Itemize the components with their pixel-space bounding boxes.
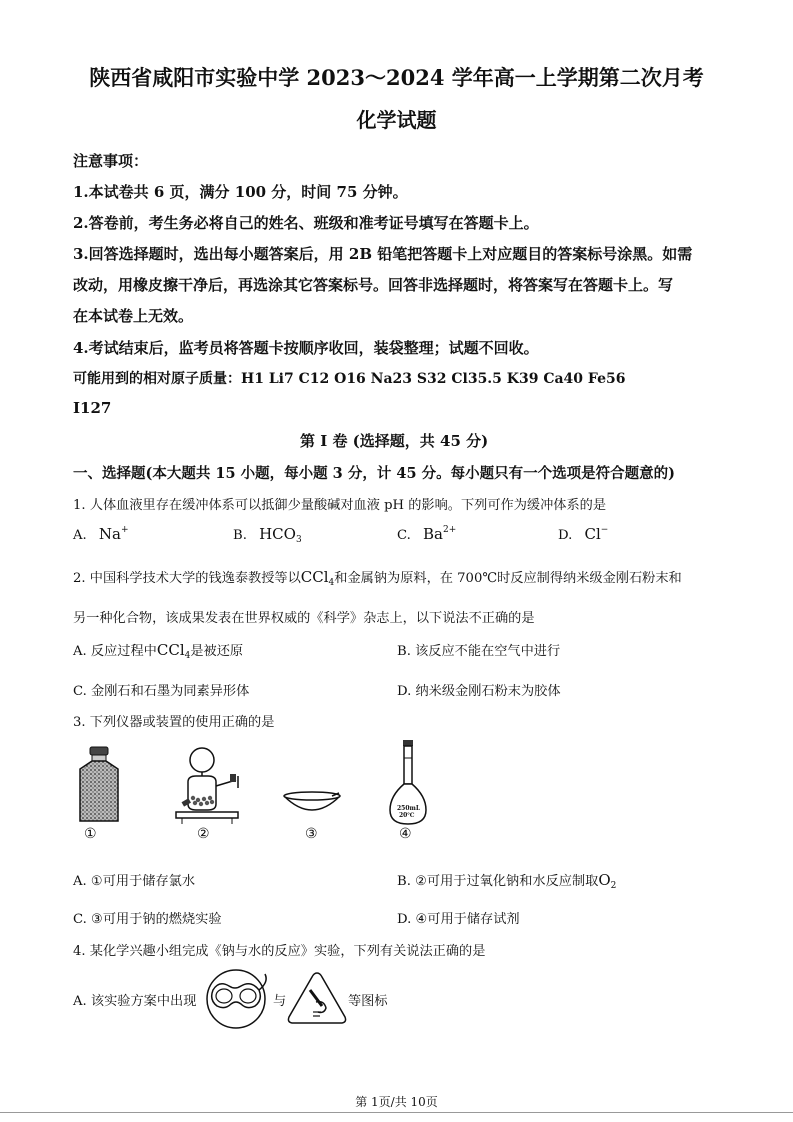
q1-c-formula: Ba xyxy=(423,525,443,543)
footer-divider xyxy=(0,1112,793,1113)
q3-option-d[interactable]: D. ④可用于储存试剂 xyxy=(397,912,520,927)
q4-connector-text: 与 xyxy=(273,994,287,1009)
atomic-mass-line-2: I127 xyxy=(73,399,112,417)
notice-heading: 注意事项： xyxy=(73,152,149,170)
q3-option-a[interactable]: A. ①可用于储存氯水 xyxy=(73,874,196,889)
q1-d-formula: Cl xyxy=(584,525,601,543)
figure-label-3: ③ xyxy=(305,826,318,842)
q2-option-c[interactable]: C. 金刚石和石墨为同素异形体 xyxy=(73,684,250,699)
notice-item-1: 1.本试卷共 6 页，满分 100 分，时间 75 分钟。 xyxy=(73,183,408,201)
page-number: 第 1页/共 10页 xyxy=(355,1095,438,1109)
q4-option-a-text[interactable]: A. 该实验方案中出现 xyxy=(73,994,197,1009)
notice-item-2: 2.答卷前，考生务必将自己的姓名、班级和准考证号填写在答题卡上。 xyxy=(73,214,539,232)
section-title: 第 I 卷 (选择题，共 45 分) xyxy=(300,432,489,450)
q1-option-a[interactable]: A. Na+ xyxy=(73,525,129,543)
q3-b-formula: O xyxy=(598,871,611,889)
q2-option-b[interactable]: B. 该反应不能在空气中进行 xyxy=(397,644,561,659)
page-title: 陕西省咸阳市实验中学 2023～2024 学年高一上学期第二次月考 xyxy=(89,65,704,90)
figure-label-4: ④ xyxy=(399,826,412,842)
q2-option-d[interactable]: D. 纳米级金刚石粉末为胶体 xyxy=(397,684,561,699)
q4-stem: 4. 某化学兴趣小组完成《钠与水的反应》实验，下列有关说法正确的是 xyxy=(73,944,486,959)
section-instruction: 一、选择题(本大题共 15 小题，每小题 3 分，计 45 分。每小题只有一个选项是符合题意的) xyxy=(73,465,675,482)
notice-item-4: 4.考试结束后，监考员将答题卡按顺序收回，装袋整理；试题不回收。 xyxy=(73,339,539,357)
q3-option-c[interactable]: C. ③可用于钠的燃烧实验 xyxy=(73,912,222,927)
q2-stem: 2. 中国科学技术大学的钱逸泰教授等以CCl$_4$和金属钠为原料，在 700℃时反应制得纳米级金刚石粉末和 xyxy=(73,568,682,588)
page-subtitle: 化学试题 xyxy=(356,108,437,132)
reagent-bottle-figure xyxy=(74,745,124,825)
q1-option-d[interactable]: D. Cl− xyxy=(558,525,609,543)
q4-option-a-suffix: 等图标 xyxy=(348,994,388,1009)
figure-label-1: ① xyxy=(84,826,97,842)
q2-formula: CCl xyxy=(300,568,329,586)
flask-label-volume: 250mL xyxy=(397,805,421,812)
evaporating-dish-figure xyxy=(282,790,342,820)
q2-option-a[interactable]: A. 反应过程中CCl$_4$是被还原 xyxy=(73,641,244,661)
q2-stem-line2: 另一种化合物，该成果发表在世界权威的《科学》杂志上，以下说法不正确的是 xyxy=(73,611,535,626)
q3-option-b[interactable]: B. ②可用于过氧化钠和水反应制取$O_2$ xyxy=(397,871,617,891)
flask-label-temp: 20℃ xyxy=(399,812,415,819)
notice-item-3: 3.回答选择题时，选出每小题答案后，用 2B 铅笔把答题卡上对应题目的答案标号涂黑。如需 xyxy=(73,245,693,263)
goggles-safety-icon xyxy=(205,968,271,1030)
sharp-object-warning-icon xyxy=(286,970,348,1026)
notice-item-3-cont: 改动，用橡皮擦干净后，再选涂其它答案标号。回答非选择题时，将答案写在答题卡上。写 xyxy=(73,276,674,294)
q1-option-b[interactable]: B. $HCO_3$ xyxy=(233,525,302,545)
q1-b-formula: HCO xyxy=(259,525,296,543)
kipps-apparatus-figure xyxy=(172,746,247,826)
q1-option-c[interactable]: C. $Ba^{2+}$ xyxy=(397,525,457,543)
atomic-mass-line: 可能用到的相对原子质量：H1 Li7 C12 O16 Na23 S32 Cl35.5 K39 Ca40 Fe56 xyxy=(73,371,626,387)
q1-stem: 1. 人体血液里存在缓冲体系可以抵御少量酸碱对血液 pH 的影响。下列可作为缓冲体系的是 xyxy=(73,498,607,513)
notice-item-3-end: 在本试卷上无效。 xyxy=(73,307,194,325)
q1-a-formula: Na xyxy=(98,525,121,543)
figure-label-2: ② xyxy=(197,826,210,842)
q2-a-formula: CCl xyxy=(156,641,185,659)
q3-stem: 3. 下列仪器或装置的使用正确的是 xyxy=(73,715,275,730)
